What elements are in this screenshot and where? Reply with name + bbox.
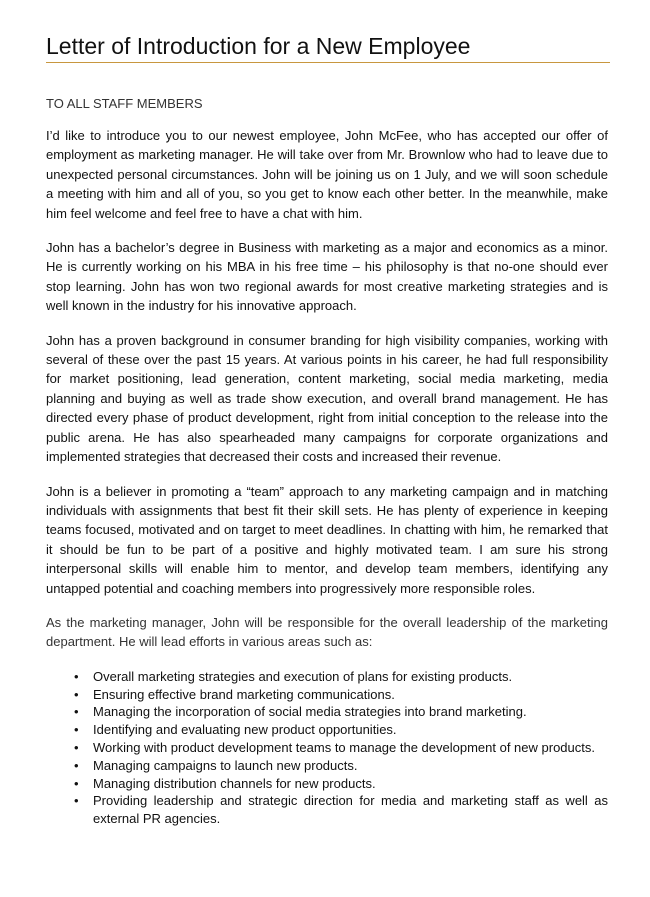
list-item-text: Managing the incorporation of social media strategies into brand marketing. bbox=[93, 704, 527, 720]
list-item bbox=[46, 703, 608, 721]
title-divider bbox=[46, 62, 610, 63]
list-item bbox=[46, 668, 608, 686]
salutation: TO ALL STAFF MEMBERS bbox=[46, 96, 203, 111]
bullet-icon: • bbox=[74, 668, 79, 684]
list-item bbox=[46, 721, 608, 739]
list-item bbox=[46, 757, 608, 775]
background-paragraph: John has a proven background in consumer branding for high visibility companies, working with several of these over the past 15 years. At various points in his career, he had full responsibility for market positioning, lead generation, content marketing, social media marketing, media planning and buying as well as trade show execution, and overall brand management. He has directed every phase of product development, right from initial conception to the release into the public arena. He has also spearheaded many campaigns for corporate organizations and implemented strategies that decreased their costs and increased their revenue. bbox=[46, 332, 608, 465]
list-item-text: Overall marketing strategies and execution of plans for existing products. bbox=[93, 668, 513, 684]
intro-paragraph: I’d like to introduce you to our newest employee, John McFee, who has accepted our offer of employment as marketing manager. He will take over from Mr. Brownlow who had to leave due to unexpected personal circumstances. John will be joining us on 1 July, and we will soon schedule a meeting with him and all of you, so you get to know each other better. In the meanwhile, make him feel welcome and feel free to have a chat with him. bbox=[46, 128, 608, 221]
list-item bbox=[46, 792, 608, 828]
bullet-icon: • bbox=[74, 686, 79, 702]
teamwork-paragraph: John is a believer in promoting a “team” approach to any marketing campaign and in matching individuals with assignments that best fit their skill sets. He has plenty of experience in keeping teams focused, motivated and on target to meet deadlines. In chatting with him, he remarked that it should be fun to be part of a positive and highly motivated team. I am sure his strong interpersonal skills will enable him to mentor, and develop team members, identifying any untapped potential and coaching members into progressively more responsible roles. bbox=[46, 483, 608, 596]
education-paragraph: John has a bachelor’s degree in Business with marketing as a major and economics as a minor. He is currently working on his MBA in his free time – his philosophy is that no-one should ever stop learning. John has won two regional awards for most creative marketing strategies and is well known in the industry for his innovative approach. bbox=[46, 240, 608, 314]
bullet-icon: • bbox=[74, 793, 79, 809]
page-title: Letter of Introduction for a New Employee bbox=[46, 33, 471, 59]
list-item bbox=[46, 686, 608, 704]
bullet-icon: • bbox=[74, 722, 79, 738]
list-item bbox=[46, 739, 608, 757]
bullet-icon: • bbox=[74, 739, 79, 755]
list-item-text: Working with product development teams to manage the development of new products. bbox=[93, 739, 595, 755]
bullet-icon: • bbox=[74, 775, 79, 791]
responsibilities-list bbox=[46, 668, 608, 828]
list-item-text: Providing leadership and strategic direction for media and marketing staff as well as external PR agencies. bbox=[93, 793, 608, 827]
list-item-text: Ensuring effective brand marketing communications. bbox=[93, 686, 395, 702]
bullet-icon: • bbox=[74, 757, 79, 773]
list-item-text: Managing distribution channels for new products. bbox=[93, 775, 376, 791]
list-item-text: Identifying and evaluating new product opportunities. bbox=[93, 722, 397, 738]
list-item-text: Managing campaigns to launch new products. bbox=[93, 757, 358, 773]
responsibilities-paragraph: As the marketing manager, John will be responsible for the overall leadership of the marketing department. He will lead efforts in various areas such as: bbox=[46, 614, 608, 650]
bullet-icon: • bbox=[74, 704, 79, 720]
list-item bbox=[46, 775, 608, 793]
